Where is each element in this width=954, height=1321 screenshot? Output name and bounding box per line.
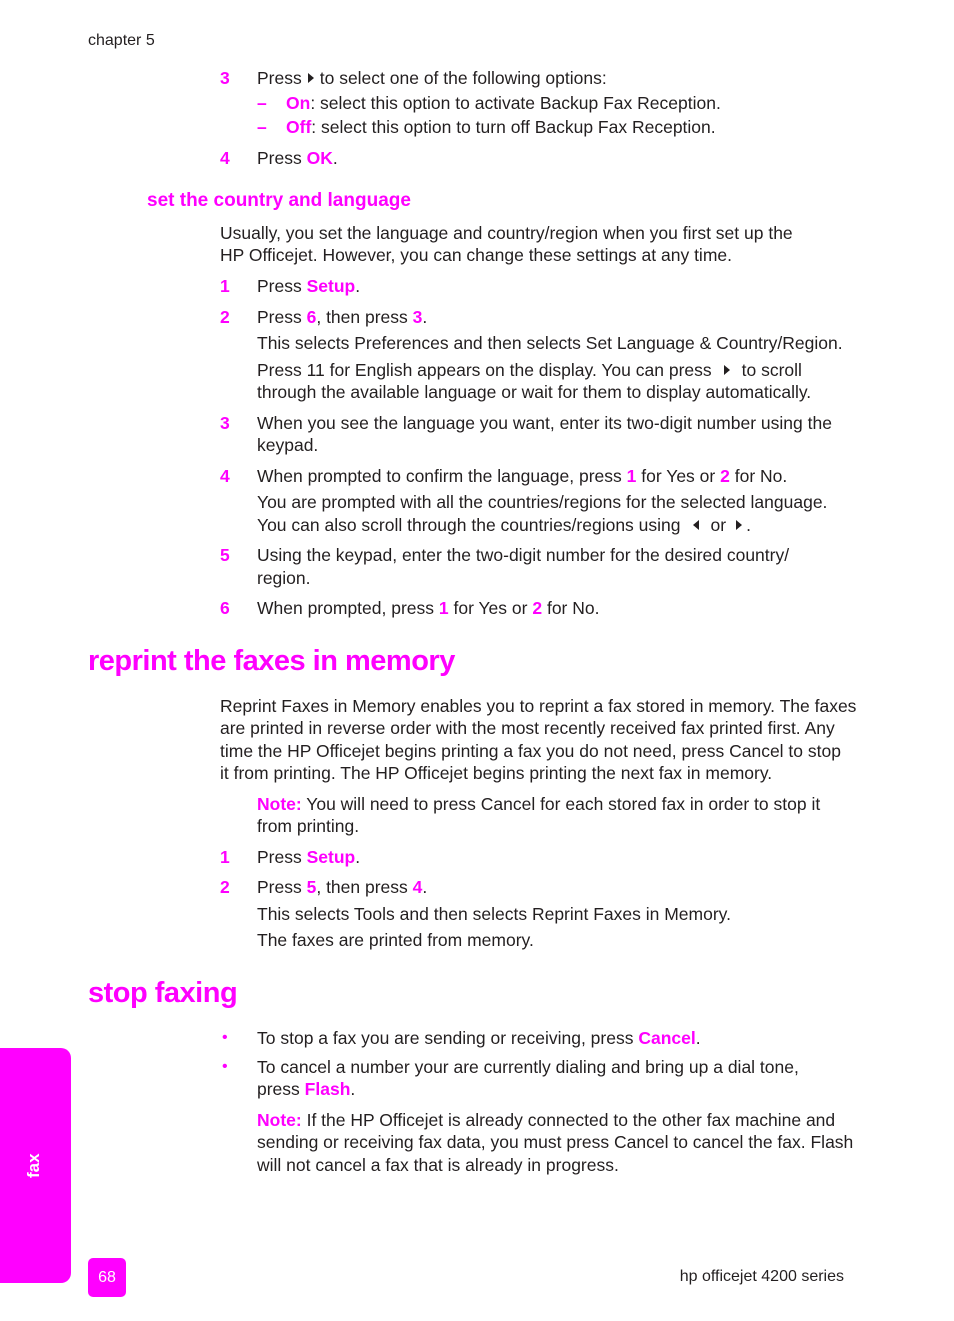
left-arrow-icon (693, 520, 699, 530)
bullet: • (222, 1058, 228, 1075)
step-text: Press to select one of the following options: (257, 68, 607, 88)
note-label: Note: (257, 1110, 302, 1130)
step-text: keypad. (257, 435, 319, 455)
step-text: region. (257, 568, 311, 588)
right-arrow-icon (308, 73, 314, 83)
step-text: Press 5, then press 4. (257, 877, 428, 897)
step-number: 6 (220, 598, 230, 618)
bullet: • (222, 1029, 228, 1046)
page-number: 68 (88, 1258, 126, 1297)
step-number: 2 (220, 307, 230, 327)
paragraph-line: it from printing. The HP Officejet begins printing the next fax in memory. (220, 763, 773, 783)
bullet-text: To stop a fax you are sending or receiving, press Cancel. (257, 1028, 701, 1048)
step-number: 1 (220, 276, 230, 296)
step-text: Press 6, then press 3. (257, 307, 428, 327)
step-number: 1 (220, 847, 230, 867)
step-number: 5 (220, 545, 230, 565)
note-line: from printing. (257, 816, 360, 836)
step-detail: You are prompted with all the countries/regions for the selected language. (257, 492, 828, 512)
right-arrow-icon (736, 520, 742, 530)
paragraph-line: Usually, you set the language and country/region when you first set up the (220, 223, 793, 243)
step-text: When you see the language you want, enter its two-digit number using the (257, 413, 832, 433)
note-line: Note: You will need to press Cancel for each stored fax in order to stop it (257, 794, 821, 814)
paragraph-line: HP Officejet. However, you can change these settings at any time. (220, 245, 732, 265)
option-dash: – (257, 93, 267, 113)
note-line: sending or receiving fax data, you must press Cancel to cancel the fax. Flash (257, 1132, 854, 1152)
step-text: When prompted, press 1 for Yes or 2 for No. (257, 598, 600, 618)
paragraph-line: are printed in reverse order with the most recently received fax printed first. Any (220, 718, 835, 738)
paragraph-line: Reprint Faxes in Memory enables you to reprint a fax stored in memory. The faxes (220, 696, 857, 716)
step-text: Using the keypad, enter the two-digit number for the desired country/ (257, 545, 790, 565)
step-text: Press Setup. (257, 276, 361, 296)
step-detail: Press 11 for English appears on the display. You can press to scroll (257, 360, 802, 380)
step-number: 3 (220, 413, 230, 433)
step-detail: through the available language or wait for them to display automatically. (257, 382, 812, 402)
step-detail: The faxes are printed from memory. (257, 930, 534, 950)
section-heading: reprint the faxes in memory (88, 645, 455, 677)
section-heading: stop faxing (88, 977, 238, 1009)
bullet-text: To cancel a number your are currently dialing and bring up a dial tone, (257, 1057, 799, 1077)
note-line: will not cancel a fax that is already in progress. (257, 1155, 619, 1175)
option-dash: – (257, 117, 267, 137)
chapter-label: chapter 5 (88, 32, 155, 49)
section-subheading: set the country and language (147, 190, 411, 211)
step-text: Press Setup. (257, 847, 361, 867)
step-text: When prompted to confirm the language, press 1 for Yes or 2 for No. (257, 466, 788, 486)
option-on: On: select this option to activate Backup Fax Reception. (286, 93, 721, 113)
step-detail: This selects Tools and then selects Reprint Faxes in Memory. (257, 904, 731, 924)
step-number: 2 (220, 877, 230, 897)
paragraph-line: time the HP Officejet begins printing a fax you do not need, press Cancel to stop (220, 741, 841, 761)
note-label: Note: (257, 794, 302, 814)
option-off: Off: select this option to turn off Backup Fax Reception. (286, 117, 716, 137)
right-arrow-icon (724, 365, 730, 375)
step-detail: You can also scroll through the countries/regions using or . (257, 515, 751, 535)
product-name: hp officejet 4200 series (679, 1268, 844, 1285)
step-detail: This selects Preferences and then selects Set Language & Country/Region. (257, 333, 843, 353)
chapter-tab-label: fax (24, 1153, 43, 1178)
bullet-text: press Flash. (257, 1079, 356, 1099)
step-number: 3 (220, 68, 230, 88)
note-line: Note: If the HP Officejet is already connected to the other fax machine and (257, 1110, 836, 1130)
step-number: 4 (220, 466, 230, 486)
step-text: Press OK. (257, 148, 338, 168)
step-number: 4 (220, 148, 230, 168)
